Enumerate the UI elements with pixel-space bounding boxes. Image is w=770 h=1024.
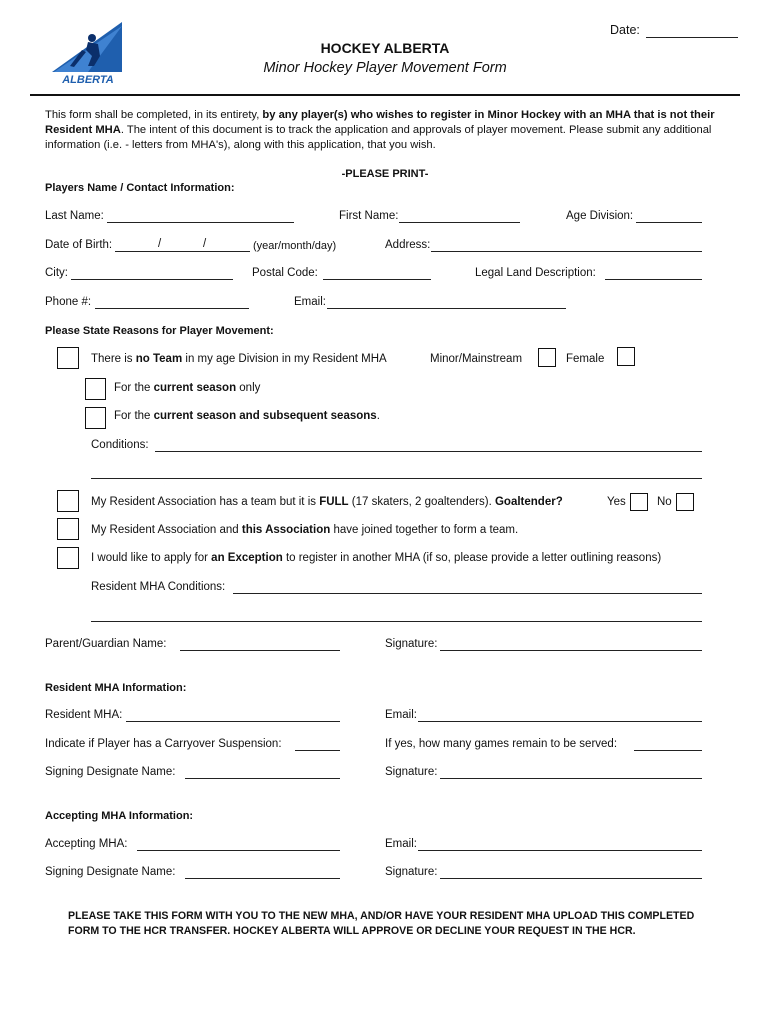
date-field[interactable] [646,37,738,38]
reason-text: I would like to apply for [91,552,212,564]
conditions-field[interactable] [155,451,702,452]
resident-signature-field[interactable] [440,778,702,779]
exception-checkbox[interactable] [57,547,79,569]
resident-email-label: Email: [385,709,417,721]
no-team-checkbox[interactable] [57,347,79,369]
reason-text: to register in another MHA (if so, please provide a letter outlining reasons) [282,552,662,564]
subsequent-seasons-checkbox[interactable] [85,407,106,429]
conditions-label: Conditions: [91,439,149,451]
postal-code-label: Postal Code: [252,267,318,279]
reason-text: have joined together to form a team. [330,524,519,536]
resident-designate-field[interactable] [185,778,340,779]
city-label: City: [45,267,68,279]
first-name-label: First Name: [339,210,399,222]
legal-land-label: Legal Land Description: [475,267,596,279]
phone-label: Phone #: [45,296,92,308]
reason-text: . [376,410,380,422]
parent-signature-label: Signature: [385,638,438,650]
reason-bold: current season [153,382,237,394]
full-team-checkbox[interactable] [57,490,79,512]
parent-name-label: Parent/Guardian Name: [45,638,167,650]
current-season-text [114,382,260,394]
carryover-field[interactable] [295,750,340,751]
age-division-label: Age Division: [566,210,634,222]
reason-text: For the [114,382,154,394]
minor-mainstream-label: Minor/Mainstream [430,353,523,365]
resident-conditions-field-2[interactable] [91,621,702,622]
reason-bold: this Association [241,524,331,536]
first-name-field[interactable] [399,222,520,223]
email-field[interactable] [327,308,566,309]
accepting-heading: Accepting MHA Information: [45,810,194,822]
minor-mainstream-checkbox[interactable] [538,348,556,367]
dob-format-hint: (year/month/day) [253,240,337,252]
dob-slash: / [158,238,162,250]
dob-slash: / [203,238,207,250]
header-rule [30,94,740,96]
intro-text-1: This form shall be completed, in its entirety, [45,109,263,121]
logo-wordmark: ALBERTA [62,74,114,86]
reason-text: For the [114,410,154,422]
reason-text: There is [91,353,136,365]
accepting-signature-label: Signature: [385,866,438,878]
postal-code-field[interactable] [323,279,431,280]
accepting-designate-label: Signing Designate Name: [45,866,176,878]
reason-bold: an Exception [211,552,283,564]
accepting-email-field[interactable] [418,850,702,851]
accepting-mha-label: Accepting MHA: [45,838,128,850]
form-title: Minor Hockey Player Movement Form [263,60,507,76]
resident-mha-field[interactable] [126,721,340,722]
accepting-designate-field[interactable] [185,878,340,879]
goaltender-yes-checkbox[interactable] [630,493,648,511]
address-label: Address: [385,239,431,251]
joined-team-text [91,524,518,536]
female-label: Female [566,353,605,365]
subsequent-seasons-text [114,410,380,422]
last-name-field[interactable] [107,222,294,223]
reason-text: only [236,382,261,394]
reason-bold: no Team [135,353,183,365]
players-heading: Players Name / Contact Information: [45,182,235,194]
resident-designate-label: Signing Designate Name: [45,766,176,778]
date-label: Date: [610,23,640,37]
phone-field[interactable] [95,308,249,309]
parent-signature-field[interactable] [440,650,702,651]
age-division-field[interactable] [636,222,702,223]
city-field[interactable] [71,279,233,280]
current-season-checkbox[interactable] [85,378,106,400]
intro-bold: by any player(s) who wishes to register in Minor Hockey with an MHA that is not their Resident MHA [45,109,715,136]
reason-text: in my age Division in my Resident MHA [182,353,387,365]
reason-bold: FULL [319,496,349,508]
footer-note: PLEASE TAKE THIS FORM WITH YOU TO THE NEW MHA, AND/OR HAVE YOUR RESIDENT MHA UPLOAD THIS COMPLETED FORM TO THE HCR TRANSFER. HOCKEY ALBERTA WILL APPROVE OR DECLINE YOUR REQUEST IN THE HCR. [68,910,695,937]
last-name-label: Last Name: [45,210,104,222]
accepting-email-label: Email: [385,838,417,850]
accepting-mha-field[interactable] [137,850,340,851]
full-team-text [91,496,563,508]
reason-bold: current season and subsequent seasons [153,410,377,422]
please-print: -PLEASE PRINT- [341,168,429,180]
resident-conditions-field[interactable] [233,593,702,594]
resident-signature-label: Signature: [385,766,438,778]
goaltender-no-checkbox[interactable] [676,493,694,511]
joined-team-checkbox[interactable] [57,518,79,540]
exception-text [91,552,661,564]
legal-land-field[interactable] [605,279,702,280]
female-checkbox[interactable] [617,347,635,366]
carryover-label: Indicate if Player has a Carryover Suspension: [45,738,282,750]
dob-label: Date of Birth: [45,239,113,251]
intro-paragraph [45,108,733,153]
resident-heading: Resident MHA Information: [45,682,187,694]
reason-text: My Resident Association has a team but it is [91,496,320,508]
reason-text: My Resident Association and [91,524,242,536]
dob-field[interactable] [115,251,250,252]
resident-email-field[interactable] [418,721,702,722]
conditions-field-2[interactable] [91,478,702,479]
resident-conditions-label: Resident MHA Conditions: [91,581,226,593]
yes-label: Yes [607,496,626,508]
org-title: HOCKEY ALBERTA [320,40,450,56]
games-remaining-label: If yes, how many games remain to be served: [385,738,618,750]
no-team-text [91,353,387,365]
games-remaining-field[interactable] [634,750,702,751]
email-label: Email: [294,296,326,308]
no-label: No [657,496,672,508]
resident-mha-label: Resident MHA: [45,709,123,721]
goaltender-question: Goaltender? [494,496,563,508]
reasons-heading: Please State Reasons for Player Movement: [45,325,274,337]
accepting-signature-field[interactable] [440,878,702,879]
parent-name-field[interactable] [180,650,340,651]
intro-text-2: . The intent of this document is to track the application and approvals of player movement. Please submit any additional information (i.e. - letters from MHA's), along with this application, that you wish. [45,124,712,151]
reason-text: (17 skaters, 2 goaltenders). [348,496,495,508]
address-field[interactable] [431,251,702,252]
